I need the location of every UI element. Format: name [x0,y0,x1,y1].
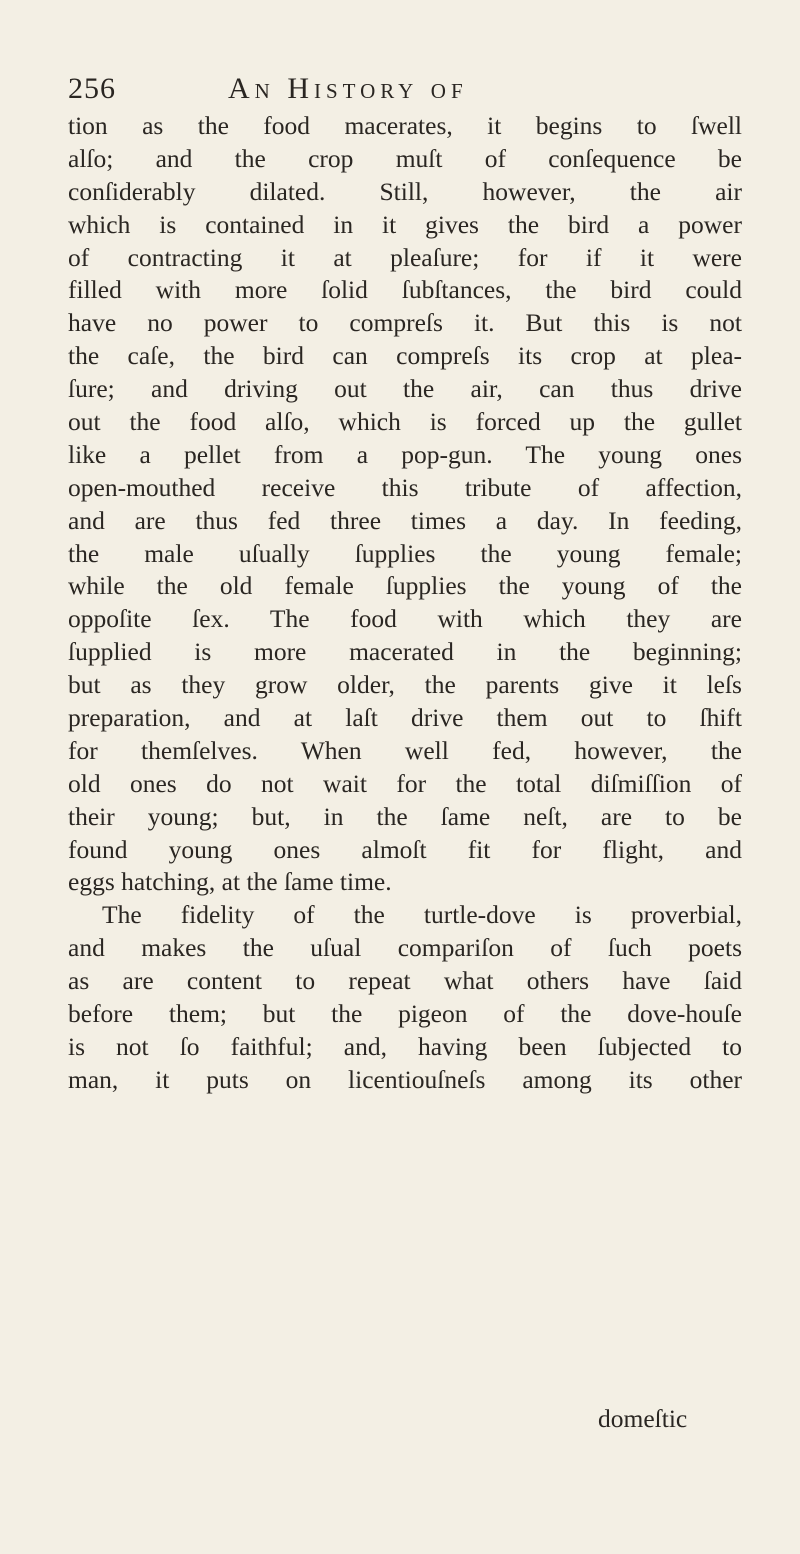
text-line: for themſelves. When well fed, however, the [68,735,742,765]
paragraph-start-line: The fidelity of the turtle-dove is proverbial, [102,900,742,930]
text-line: found young ones almoſt fit for flight, and [68,834,742,864]
text-line: ſure; and driving out the air, can thus drive [68,374,742,404]
paragraph-end-line: eggs hatching, at the ſame time. [68,867,392,897]
catchword: domeſtic [598,1404,688,1433]
body-text [68,110,742,1097]
text-line: the caſe, the bird can compreſs its crop at plea- [68,341,742,371]
text-line: the male uſually ſupplies the young female; [68,538,742,568]
text-line: conſiderably dilated. Still, however, the air [68,176,742,206]
text-line: oppoſite ſex. The food with which they are [68,604,742,634]
text-line: tion as the food macerates, it begins to ſwell [68,111,742,140]
running-head: An History of [228,72,468,105]
text-line: which is contained in it gives the bird a power [68,209,742,239]
text-line: man, it puts on licentiouſneſs among its other [68,1064,742,1094]
page-header [68,72,748,112]
text-line: of contracting it at pleaſure; for if it were [68,242,742,272]
text-line: open-mouthed receive this tribute of affection, [68,472,742,502]
text-line: while the old female ſupplies the young of the [68,571,742,601]
text-line: have no power to compreſs it. But this is not [68,308,742,338]
text-line: is not ſo faithful; and, having been ſubjected to [68,1031,742,1061]
text-line: filled with more ſolid ſubſtances, the bird could [68,275,742,305]
text-line: alſo; and the crop muſt of conſequence be [68,143,742,173]
text-line: out the food alſo, which is forced up the gullet [68,407,742,437]
text-line: as are content to repeat what others have ſaid [68,966,742,996]
text-line: like a pellet from a pop-gun. The young ones [68,439,742,469]
text-line: but as they grow older, the parents give it leſs [68,670,742,700]
text-line: preparation, and at laſt drive them out to ſhift [68,703,742,733]
text-line: their young; but, in the ſame neſt, are to be [68,801,742,831]
text-line: and makes the uſual compariſon of ſuch poets [68,933,742,963]
page-number: 256 [68,72,116,105]
text-line: ſupplied is more macerated in the beginning; [68,637,742,667]
text-line: old ones do not wait for the total diſmiſſion of [68,768,742,798]
text-line: before them; but the pigeon of the dove-houſe [68,999,742,1029]
text-line: and are thus fed three times a day. In feeding, [68,505,742,535]
